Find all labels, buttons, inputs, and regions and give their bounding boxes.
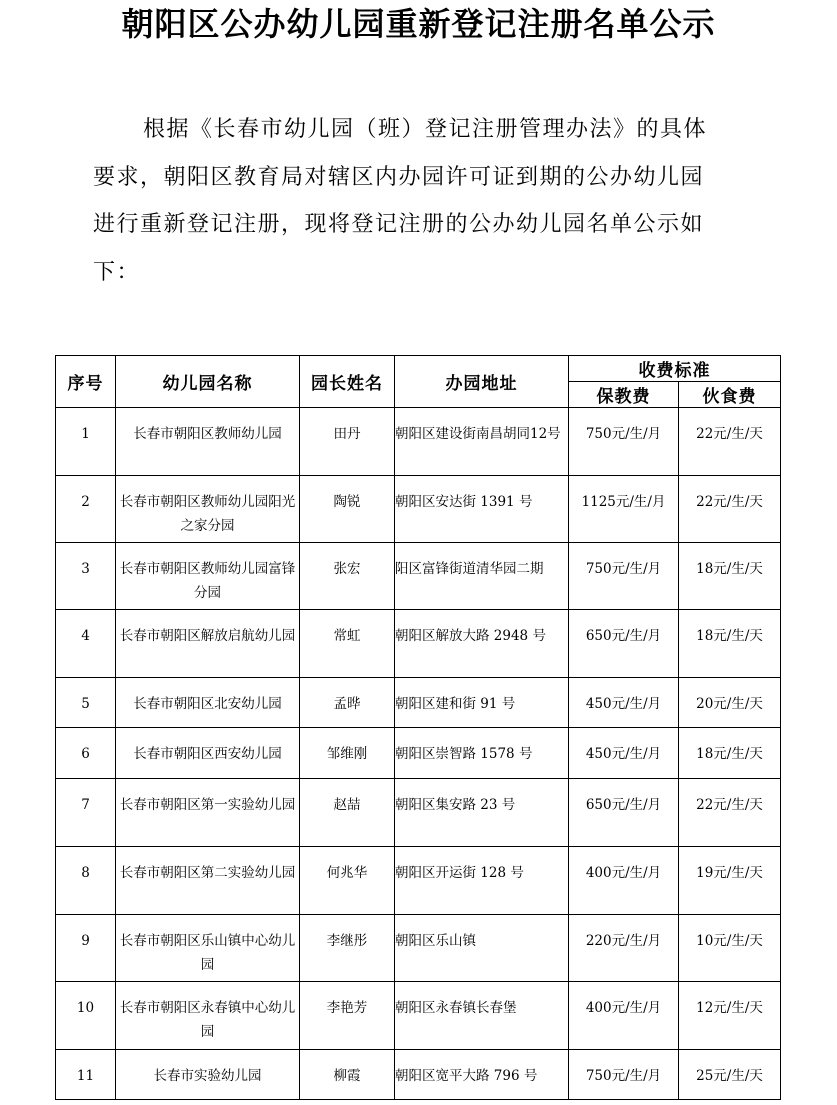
cell-no: 5 — [56, 678, 116, 728]
cell-name: 长春市朝阳区教师幼儿园阳光之家分园 — [116, 476, 300, 543]
cell-name: 长春市朝阳区永春镇中心幼儿园 — [116, 982, 300, 1050]
table-row — [56, 915, 781, 982]
cell-address: 朝阳区开运街 128 号 — [395, 847, 569, 915]
cell-name: 长春市朝阳区第二实验幼儿园 — [116, 847, 300, 915]
cell-meals: 18元/生/天 — [679, 728, 781, 779]
cell-tuition: 750元/生/月 — [569, 1050, 679, 1100]
cell-name: 长春市朝阳区解放启航幼儿园 — [116, 610, 300, 678]
cell-meals: 18元/生/天 — [679, 543, 781, 610]
cell-meals: 19元/生/天 — [679, 847, 781, 915]
cell-no: 10 — [56, 982, 116, 1050]
header-meals: 伙食费 — [679, 382, 781, 408]
cell-director: 赵喆 — [300, 779, 395, 847]
table-row — [56, 678, 781, 728]
header-no: 序号 — [56, 356, 116, 408]
header-address: 办园地址 — [395, 356, 569, 408]
cell-no: 6 — [56, 728, 116, 779]
cell-meals: 22元/生/天 — [679, 408, 781, 476]
cell-tuition: 650元/生/月 — [569, 610, 679, 678]
cell-tuition: 400元/生/月 — [569, 847, 679, 915]
cell-address: 朝阳区建和街 91 号 — [395, 678, 569, 728]
cell-address: 朝阳区建设街南昌胡同12号 — [395, 408, 569, 476]
cell-name: 长春市朝阳区北安幼儿园 — [116, 678, 300, 728]
cell-meals: 25元/生/天 — [679, 1050, 781, 1100]
cell-no: 4 — [56, 610, 116, 678]
cell-no: 3 — [56, 543, 116, 610]
cell-meals: 20元/生/天 — [679, 678, 781, 728]
cell-tuition: 450元/生/月 — [569, 678, 679, 728]
cell-director: 陶锐 — [300, 476, 395, 543]
cell-meals: 22元/生/天 — [679, 779, 781, 847]
cell-address: 朝阳区宽平大路 796 号 — [395, 1050, 569, 1100]
cell-no: 7 — [56, 779, 116, 847]
cell-name: 长春市朝阳区教师幼儿园富锋分园 — [116, 543, 300, 610]
cell-name: 长春市朝阳区教师幼儿园 — [116, 408, 300, 476]
cell-director: 柳霞 — [300, 1050, 395, 1100]
table-row — [56, 408, 781, 476]
table-row — [56, 543, 781, 610]
intro-line: 进行重新登记注册，现将登记注册的公办幼儿园名单公示如 — [93, 212, 705, 237]
cell-no: 9 — [56, 915, 116, 982]
cell-name: 长春市朝阳区第一实验幼儿园 — [116, 779, 300, 847]
cell-director: 邹维刚 — [300, 728, 395, 779]
table-row — [56, 847, 781, 915]
cell-tuition: 750元/生/月 — [569, 408, 679, 476]
cell-director: 李继彤 — [300, 915, 395, 982]
cell-name: 长春市朝阳区乐山镇中心幼儿园 — [116, 915, 300, 982]
cell-address: 朝阳区集安路 23 号 — [395, 779, 569, 847]
table-row — [56, 779, 781, 847]
cell-meals: 18元/生/天 — [679, 610, 781, 678]
cell-director: 张宏 — [300, 543, 395, 610]
cell-director: 常虹 — [300, 610, 395, 678]
cell-address: 朝阳区安达街 1391 号 — [395, 476, 569, 543]
header-fees-group: 收费标准 — [569, 356, 781, 382]
cell-address: 阳区富锋街道清华园二期 — [395, 543, 569, 610]
table-row — [56, 610, 781, 678]
cell-tuition: 1125元/生/月 — [569, 476, 679, 543]
cell-address: 朝阳区解放大路 2948 号 — [395, 610, 569, 678]
cell-address: 朝阳区乐山镇 — [395, 915, 569, 982]
cell-meals: 10元/生/天 — [679, 915, 781, 982]
intro-line: 根据《长春市幼儿园（班）登记注册管理办法》的具体 — [143, 117, 708, 142]
cell-no: 2 — [56, 476, 116, 543]
header-tuition: 保教费 — [569, 382, 679, 408]
cell-name: 长春市实验幼儿园 — [116, 1050, 300, 1100]
cell-director: 孟晔 — [300, 678, 395, 728]
header-name: 幼儿园名称 — [116, 356, 300, 408]
cell-meals: 22元/生/天 — [679, 476, 781, 543]
cell-meals: 12元/生/天 — [679, 982, 781, 1050]
cell-tuition: 450元/生/月 — [569, 728, 679, 779]
cell-no: 11 — [56, 1050, 116, 1100]
intro-line: 下： — [93, 259, 141, 285]
table-row — [56, 728, 781, 779]
cell-no: 1 — [56, 408, 116, 476]
cell-tuition: 750元/生/月 — [569, 543, 679, 610]
kindergarten-table — [55, 355, 781, 1100]
document-title: 朝阳区公办幼儿园重新登记注册名单公示 — [121, 5, 716, 43]
cell-tuition: 220元/生/月 — [569, 915, 679, 982]
intro-paragraph — [93, 106, 758, 296]
cell-tuition: 650元/生/月 — [569, 779, 679, 847]
table-row — [56, 476, 781, 543]
cell-director: 李艳芳 — [300, 982, 395, 1050]
cell-address: 朝阳区崇智路 1578 号 — [395, 728, 569, 779]
table-row — [56, 982, 781, 1050]
cell-tuition: 400元/生/月 — [569, 982, 679, 1050]
table-header-row — [56, 356, 781, 382]
table-row — [56, 1050, 781, 1100]
cell-name: 长春市朝阳区西安幼儿园 — [116, 728, 300, 779]
cell-director: 何兆华 — [300, 847, 395, 915]
cell-no: 8 — [56, 847, 116, 915]
intro-line: 要求，朝阳区教育局对辖区内办园许可证到期的公办幼儿园 — [93, 164, 705, 190]
cell-director: 田丹 — [300, 408, 395, 476]
header-director: 园长姓名 — [300, 356, 395, 408]
cell-address: 朝阳区永春镇长春堡 — [395, 982, 569, 1050]
